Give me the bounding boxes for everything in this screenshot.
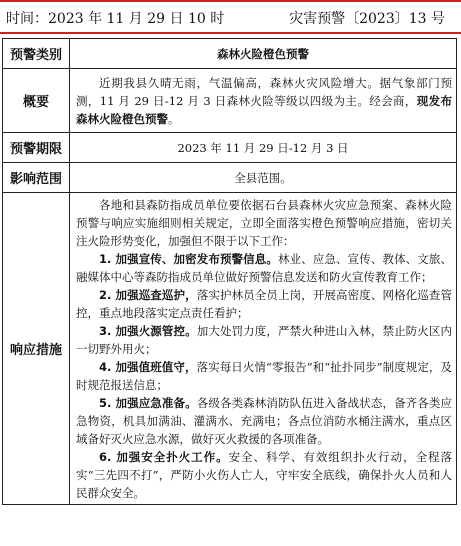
label-category: 预警类别 <box>3 39 70 69</box>
response-item <box>70 322 456 358</box>
response-item <box>70 286 456 322</box>
response-item-text: 安全、科学、有效组织扑火行动，全程落实“三先四不打”，严防小火伤人亡人，守牢安全底线，确保扑火人员和人民群众安全。 <box>76 450 453 500</box>
red-divider <box>0 32 461 34</box>
response-item <box>70 358 456 394</box>
label-overview: 概要 <box>3 69 70 133</box>
response-item-heading: 3. 加强火源管控。 <box>99 324 197 338</box>
response-item-text: 林业、应急、宣传、教体、文旅、融媒体中心等森防指成员单位做好预警信息发送和防火宣传教育工作； <box>76 252 453 284</box>
response-item-text: 加大处罚力度，严禁火种进山入林，禁止防火区内一切野外用火； <box>76 324 453 356</box>
response-item-heading: 6. 加强安全扑火工作。 <box>99 450 229 464</box>
period-value: 2023 年 11 月 29 日-12 月 3 日 <box>70 133 457 163</box>
response-item <box>70 448 456 504</box>
row-response <box>3 193 457 505</box>
overview-cell <box>70 69 457 133</box>
document-number: 灾害预警〔2023〕13 号 <box>289 11 445 27</box>
row-scope <box>3 163 457 193</box>
overview-body: 近期我县久晴无雨，气温偏高，森林火灾风险增大。据气象部门预测，11 月 29 日-12 月 3 日森林火险等级以四级为主。经会商， <box>76 75 452 108</box>
response-cell <box>70 193 457 505</box>
row-period <box>3 133 457 163</box>
label-scope: 影响范围 <box>3 163 70 193</box>
row-overview <box>3 69 457 133</box>
response-item-heading: 2. 加强巡查巡护， <box>99 288 197 302</box>
overview-end: 。 <box>168 111 180 126</box>
response-item-text: 各级各类森林消防队伍进入备战状态，备齐各类应急物资，机具加满油、灌满水、充满电；各点位消防水桶注满水，重点区域备好灭火应急水源，做好灭火救援的各项准备。 <box>76 396 453 446</box>
row-category <box>3 39 457 69</box>
overview-bold: 现发布森林火险橙色预警 <box>76 93 452 126</box>
response-item <box>70 394 456 448</box>
response-intro: 各地和县森防指成员单位要依据石台县森林火灾应急预案、森林火险预警与响应实施细则相关规定，立即全面落实橙色预警响应措施，密切关注火险形势变化，加强但不限于以下工作： <box>76 198 452 248</box>
warning-table <box>2 38 457 505</box>
warning-title: 森林火险橙色预警 <box>70 39 457 69</box>
response-item-heading: 4. 加强值班值守， <box>99 360 197 374</box>
label-period: 预警期限 <box>3 133 70 163</box>
overview-text <box>70 74 456 128</box>
label-response: 响应措施 <box>3 193 70 505</box>
response-item-heading: 5. 加强应急准备。 <box>99 396 197 410</box>
issue-time: 时间：2023 年 11 月 29 日 10 时 <box>6 11 225 27</box>
document-header <box>0 2 461 32</box>
response-item-heading: 1. 加强宣传、加密发布预警信息。 <box>99 252 278 266</box>
scope-value: 全县范围。 <box>70 163 457 193</box>
response-item-text: 落实每日火情“零报告”和“扯扑同步”制度规定，及时规范报送信息； <box>76 360 452 392</box>
response-item-text: 落实护林员全员上岗，开展高密度、网格化巡查管控，重点地段落实定点责任看护； <box>76 288 453 320</box>
response-item <box>70 250 456 286</box>
